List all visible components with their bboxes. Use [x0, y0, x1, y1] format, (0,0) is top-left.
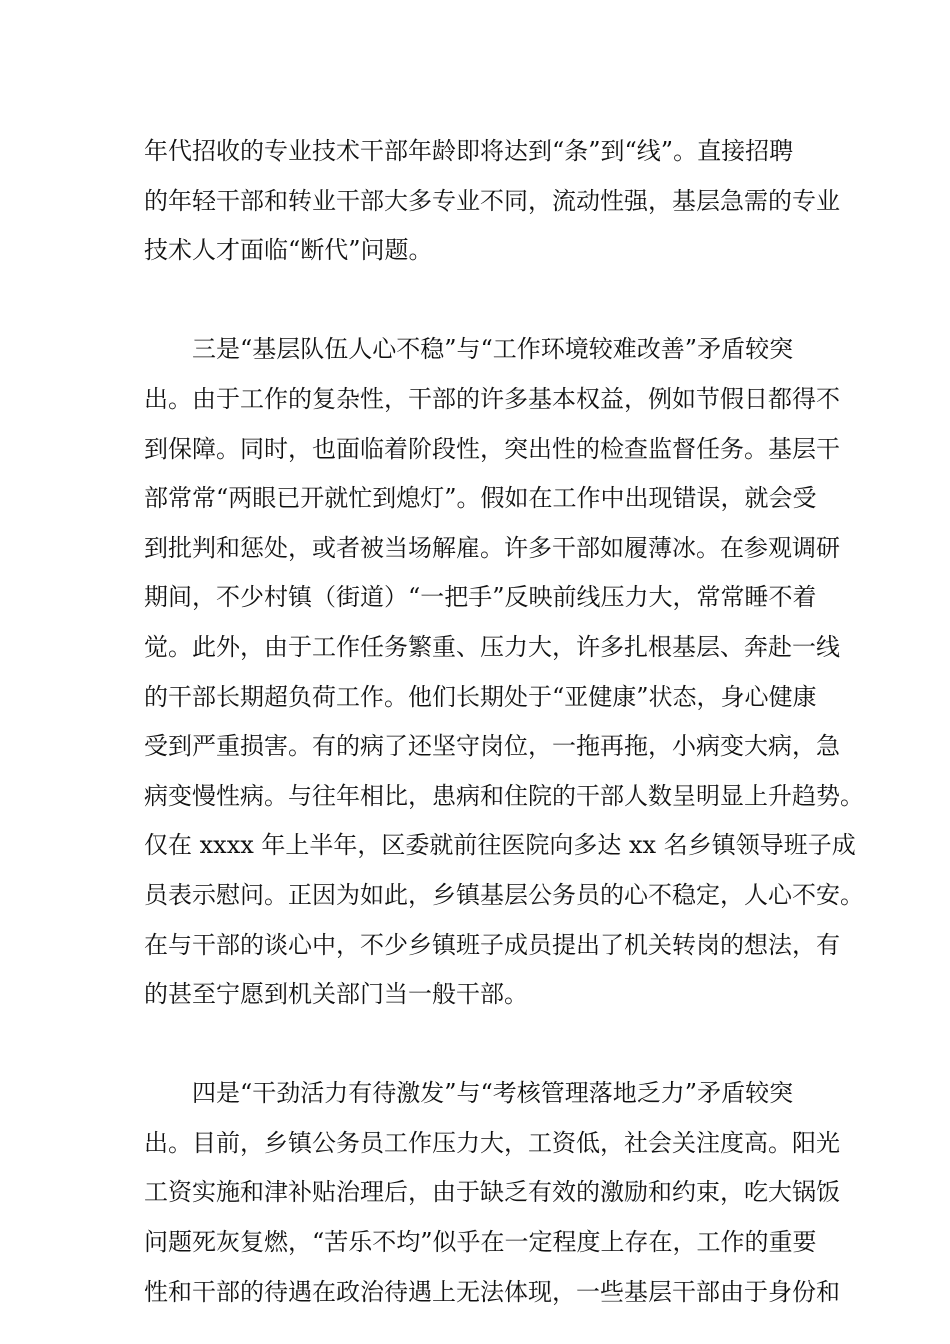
text-line: 到批判和惩处，或者被当场解雇。许多干部如履薄冰。在参观调研: [144, 533, 840, 562]
text-line: 在与干部的谈心中，不少乡镇班子成员提出了机关转岗的想法，有: [144, 930, 840, 959]
text-line: 的干部长期超负荷工作。他们长期处于“亚健康”状态，身心健康: [144, 682, 817, 711]
text-line: 的甚至宁愿到机关部门当一般干部。: [144, 980, 528, 1009]
paragraph-gap: [144, 276, 809, 326]
text-line: 性和干部的待遇在政治待遇上无法体现，一些基层干部由于身份和: [144, 1277, 840, 1306]
text-line: 三是“基层队伍人心不稳”与“工作环境较难改善”矛盾较突: [144, 335, 794, 364]
text-line: 觉。此外，由于工作任务繁重、压力大，许多扎根基层、奔赴一线: [144, 632, 840, 661]
text-line: 年代招收的专业技术干部年龄即将达到“条”到“线”。直接招聘: [144, 137, 794, 165]
text-line: 病变慢性病。与往年相比，患病和住院的干部人数呈明显上升趋势。: [144, 781, 864, 810]
text-line: 期间，不少村镇（街道）“一把手”反映前线压力大，常常睡不着: [144, 583, 817, 612]
paragraph: [144, 127, 840, 276]
text-line: 员表示慰问。正因为如此，乡镇基层公务员的心不稳定，人心不安。: [144, 880, 864, 909]
document-body: [144, 127, 864, 1317]
text-line: 出。由于工作的复杂性，干部的许多基本权益，例如节假日都得不: [144, 384, 840, 413]
paragraph: [144, 1069, 840, 1317]
text-line: 到保障。同时，也面临着阶段性，突出性的检查监督任务。基层干: [144, 434, 840, 463]
text-line: 工资实施和津补贴治理后，由于缺乏有效的激励和约束，吃大锅饭: [144, 1178, 840, 1207]
text-line: 受到严重损害。有的病了还坚守岗位，一拖再拖，小病变大病，急: [144, 732, 840, 761]
paragraph: [144, 325, 864, 1019]
text-line: 出。目前，乡镇公务员工作压力大，工资低，社会关注度高。阳光: [144, 1128, 840, 1157]
paragraph-gap: [144, 1020, 809, 1070]
text-line: 技术人才面临“断代”问题。: [144, 236, 433, 265]
text-line: 的年轻干部和转业干部大多专业不同，流动性强，基层急需的专业: [144, 186, 840, 215]
text-line: 四是“干劲活力有待激发”与“考核管理落地乏力”矛盾较突: [144, 1079, 794, 1108]
text-line: 问题死灰复燃，“苦乐不均”似乎在一定程度上存在，工作的重要: [144, 1228, 817, 1257]
text-line: 仅在 xxxx 年上半年，区委就前往医院向多达 xx 名乡镇领导班子成: [144, 831, 856, 860]
text-line: 部常常“两眼已开就忙到熄灯”。假如在工作中出现错误，就会受: [144, 484, 817, 513]
